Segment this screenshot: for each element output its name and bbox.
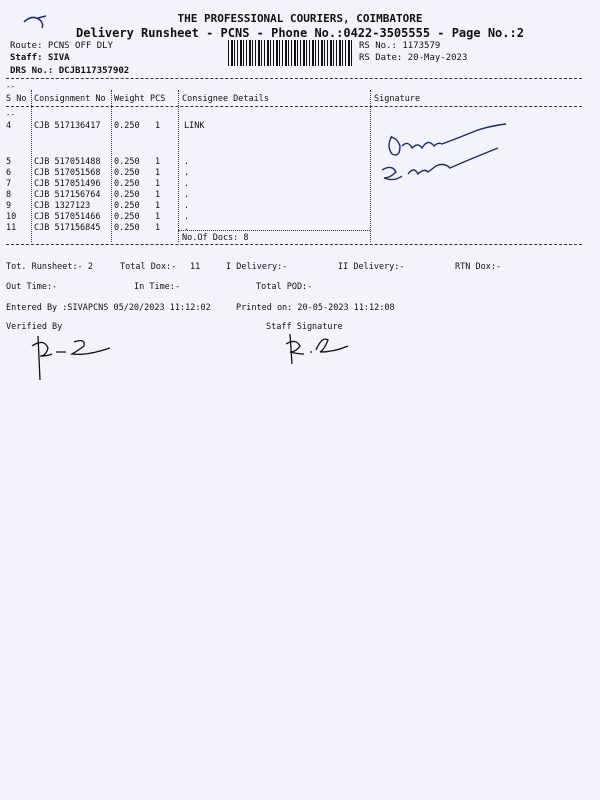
col-header-consignee: Consignee Details: [182, 94, 269, 104]
row-weight: 0.250: [114, 168, 140, 178]
i-delivery: I Delivery:-: [226, 262, 288, 272]
row-details: .: [184, 212, 190, 222]
row-details: .: [184, 168, 190, 178]
rs-number: RS No.: 1173579: [359, 41, 441, 51]
row-sno: 8: [6, 190, 12, 200]
row-sno: 10: [6, 212, 17, 222]
company-title: THE PROFESSIONAL COURIERS, COIMBATORE: [177, 12, 423, 25]
route-label: Route: PCNS OFF DLY: [10, 41, 113, 51]
handwritten-signature: [378, 116, 518, 186]
row-details: .: [184, 179, 190, 189]
staff-signature: [282, 330, 362, 370]
total-dox-label: Total Dox:-: [120, 262, 177, 272]
row-weight: 0.250: [114, 212, 140, 222]
col-header-weight: Weight: [114, 94, 145, 104]
row-consignment: CJB 517051466: [34, 212, 101, 222]
row-weight: 0.250: [114, 190, 140, 200]
divider-bottom: [6, 244, 582, 245]
row-details: .: [184, 201, 190, 211]
row-weight: 0.250: [114, 179, 140, 189]
col-divider: [370, 90, 371, 242]
col-divider: [178, 90, 179, 242]
runsheet-subtitle: Delivery Runsheet - PCNS - Phone No.:0422-3505555 - Page No.:2: [76, 26, 524, 40]
row-consignment: CJB 1327123: [34, 201, 91, 211]
row-sno: 9: [6, 201, 12, 211]
leading-marks-2: --: [6, 110, 16, 119]
row-weight: 0.250: [114, 201, 140, 211]
rs-date: RS Date: 20-May-2023: [359, 53, 468, 63]
col-header-sno: S No: [6, 94, 27, 104]
row-sno: 4: [6, 121, 12, 131]
row-pcs: 1: [155, 121, 161, 131]
row-pcs: 1: [155, 223, 161, 233]
leading-marks: --: [6, 82, 16, 91]
row-sno: 7: [6, 179, 12, 189]
row-pcs: 1: [155, 168, 161, 178]
out-time: Out Time:-: [6, 282, 58, 292]
row-weight: 0.250: [114, 157, 140, 167]
row-consignment: CJB 517051488: [34, 157, 101, 167]
staff-signature-label: Staff Signature: [266, 322, 343, 332]
entered-by: Entered By :SIVAPCNS 05/20/2023 11:12:02: [6, 303, 211, 313]
drs-number: DRS No.: DCJB117357902: [10, 66, 130, 76]
staff-label: Staff: SIVA: [10, 53, 70, 63]
verified-by-label: Verified By: [6, 322, 63, 332]
col-divider: [111, 90, 112, 242]
total-dox-value: 11: [190, 262, 201, 272]
divider-header: [6, 106, 582, 107]
rtn-dox: RTN Dox:-: [455, 262, 502, 272]
col-header-consignment: Consignment No: [34, 94, 106, 104]
divider-top: [6, 78, 582, 79]
barcode: [228, 40, 354, 66]
row-pcs: 1: [155, 190, 161, 200]
row-details: .: [184, 190, 190, 200]
row-consignment: CJB 517156845: [34, 223, 101, 233]
row-sno: 6: [6, 168, 12, 178]
tot-runsheet: Tot. Runsheet:- 2: [6, 262, 93, 272]
row-consignment: CJB 517051568: [34, 168, 101, 178]
row-consignment: CJB 517136417: [34, 121, 101, 131]
row-details: .: [184, 157, 190, 167]
row-sno: 11: [6, 223, 17, 233]
col-header-pcs: PCS: [150, 94, 166, 104]
row-weight: 0.250: [114, 223, 140, 233]
row-sno: 5: [6, 157, 12, 167]
row-details: LINK: [184, 121, 205, 131]
row-pcs: 1: [155, 179, 161, 189]
row-pcs: 1: [155, 212, 161, 222]
in-time: In Time:-: [134, 282, 181, 292]
col-header-signature: Signature: [374, 94, 421, 104]
row-consignment: CJB 517051496: [34, 179, 101, 189]
row-weight: 0.250: [114, 121, 140, 131]
no-of-docs: No.Of Docs: 8: [182, 233, 249, 243]
row-pcs: 1: [155, 201, 161, 211]
printed-on: Printed on: 20-05-2023 11:12:08: [236, 303, 395, 313]
docs-divider: [178, 230, 370, 231]
row-details: .: [184, 223, 190, 233]
total-pod: Total POD:-: [256, 282, 313, 292]
row-pcs: 1: [155, 157, 161, 167]
col-divider: [31, 90, 32, 242]
verifier-signature: [26, 334, 126, 384]
row-consignment: CJB 517156764: [34, 190, 101, 200]
ii-delivery: II Delivery:-: [338, 262, 405, 272]
